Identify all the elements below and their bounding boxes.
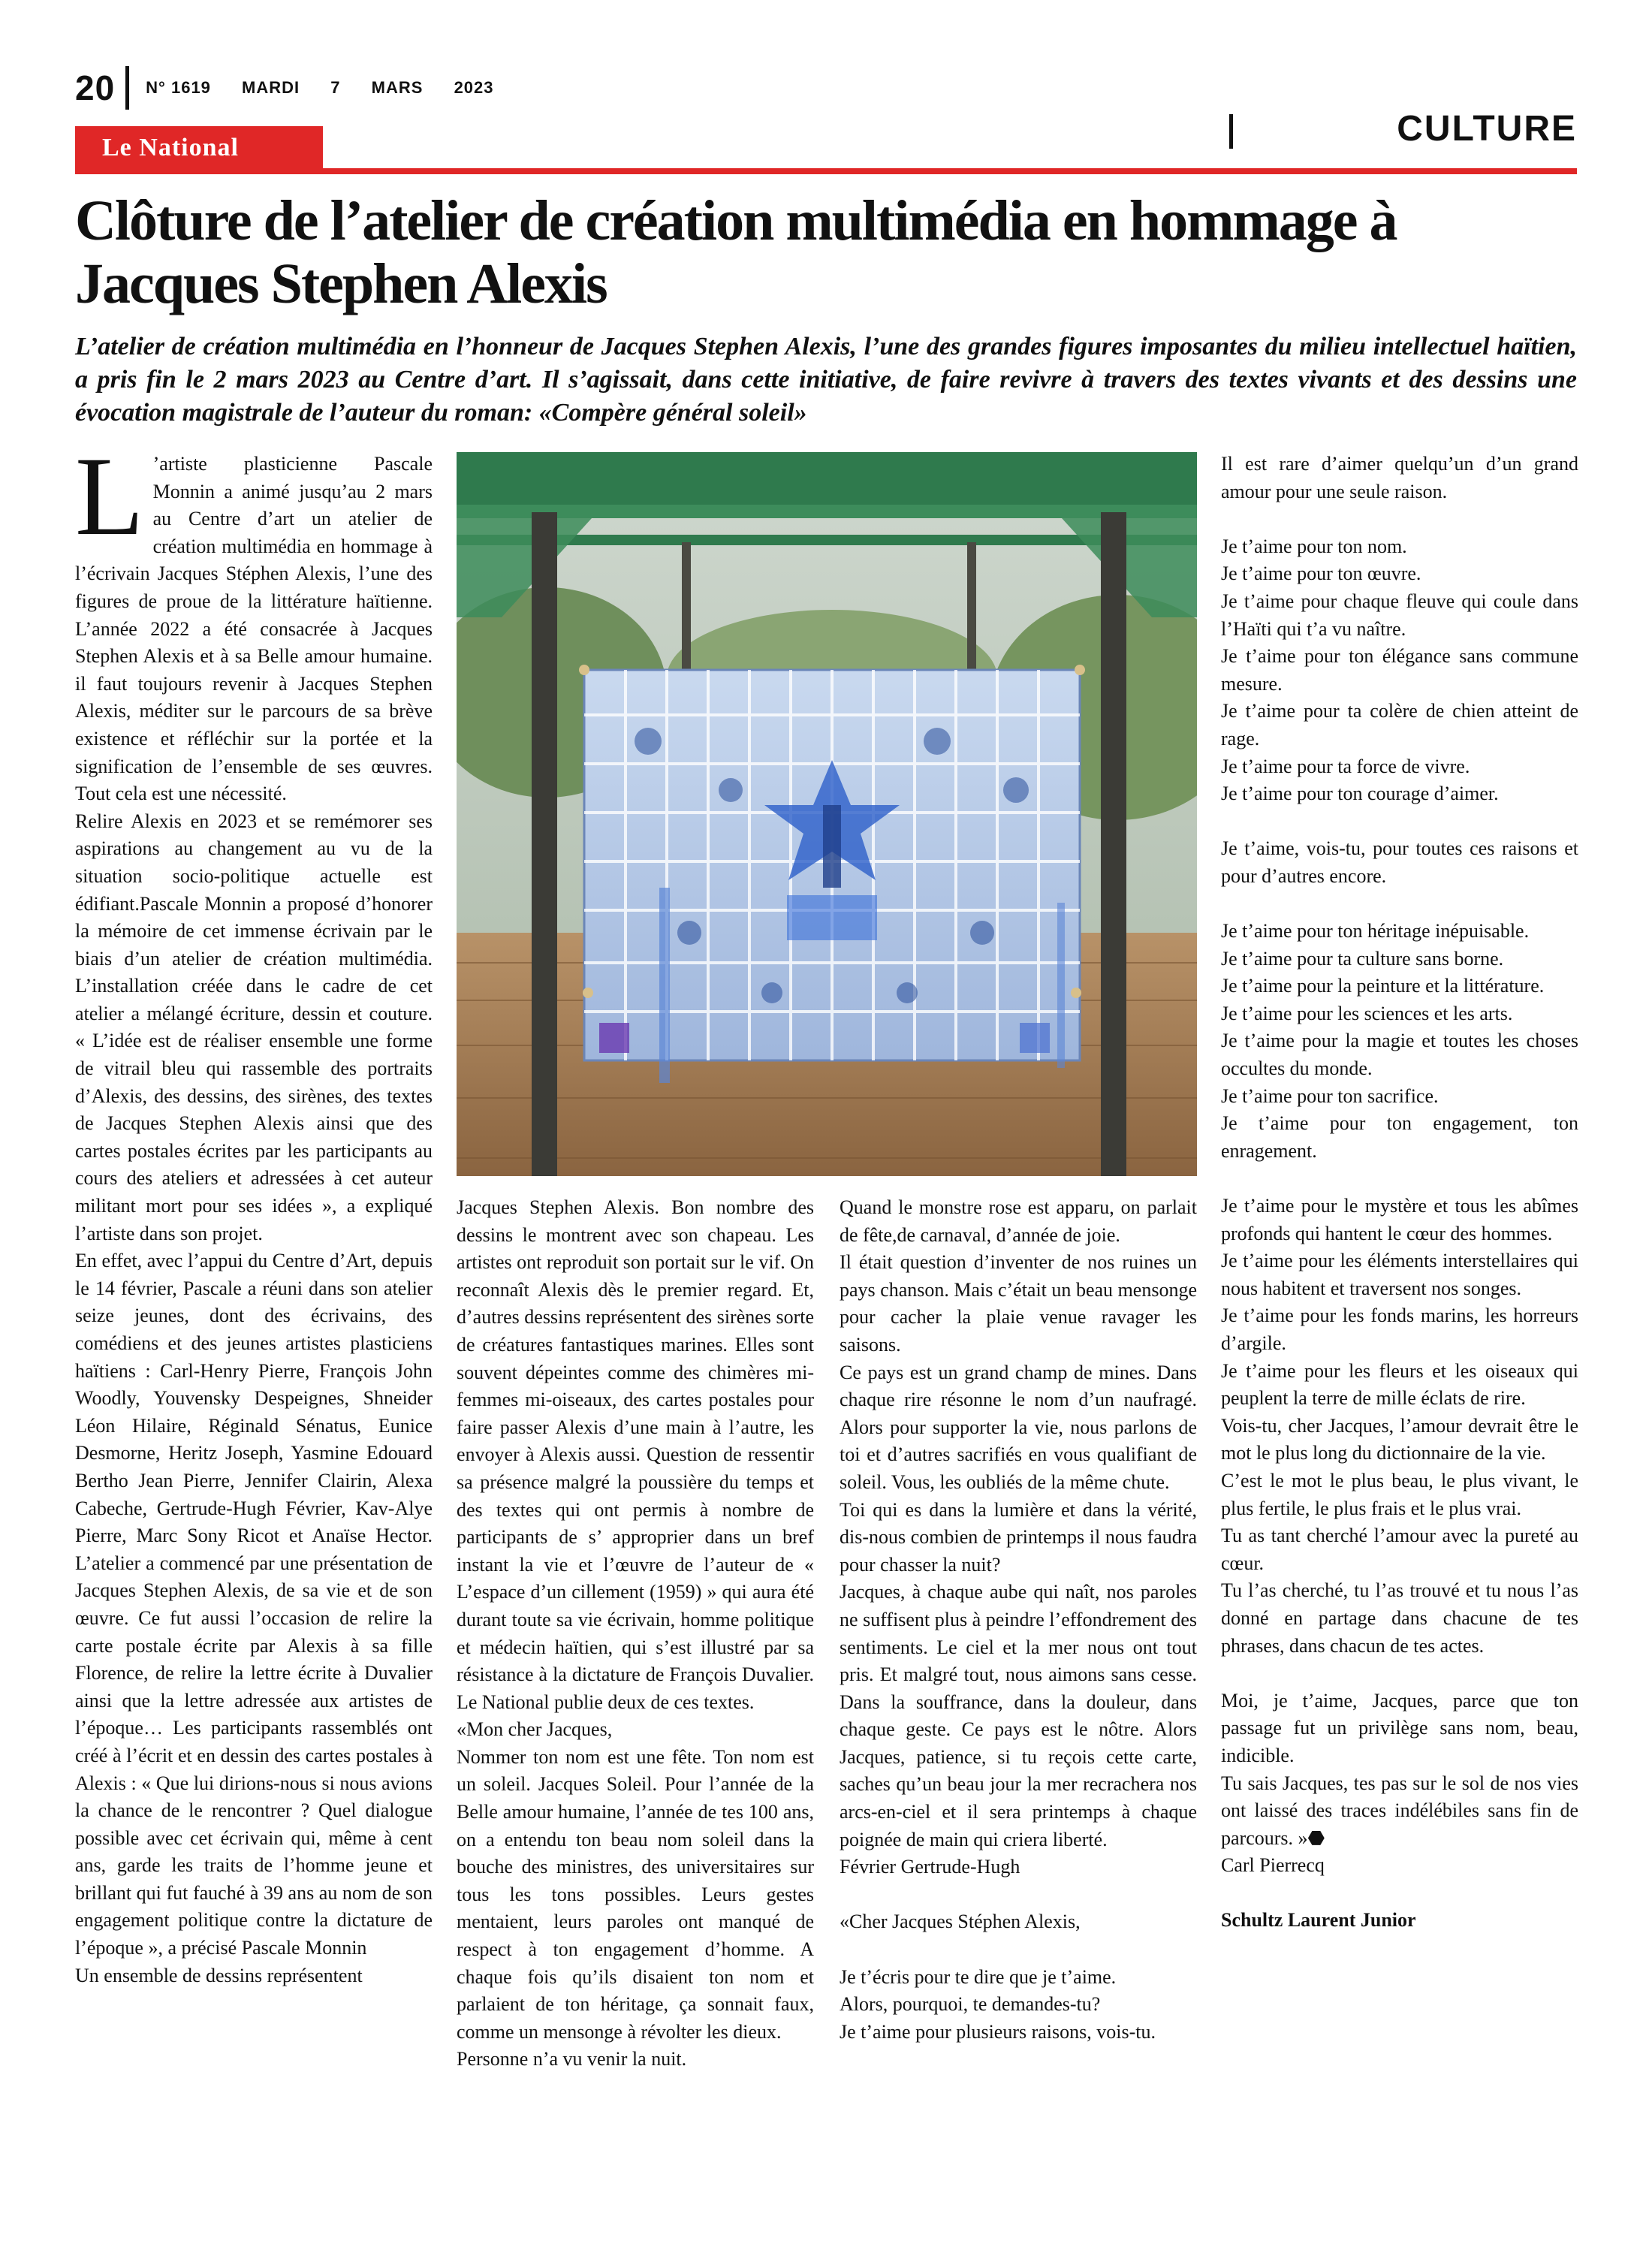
paragraph: Quand le monstre rose est apparu, on parlait de fête,de carnaval, d’année de joie. <box>840 1196 1197 1246</box>
paragraph: Je t’aime pour les sciences et les arts. <box>1221 1002 1513 1024</box>
paragraph: Je t’aime pour ton nom. <box>1221 535 1407 557</box>
paragraph: Tu as tant cherché l’amour avec la pureté au cœur. <box>1221 1525 1578 1574</box>
article-column-4 <box>1221 451 1578 1935</box>
paragraph: Ce pays est un grand champ de mines. Dans chaque rire résonne le nom d’un naufragé. Alors pour supporter la vie, nous parlons de toi et d’autres sacrifiés en vous qualifiant de soleil. Vous, les oubliés de la même chute. <box>840 1361 1197 1493</box>
paragraph: Tu l’as cherché, tu l’as trouvé et tu nous l’as donné en partage dans chacune de tes phrases, dans chacun de tes actes. <box>1221 1579 1578 1657</box>
paragraph: «Cher Jacques Stéphen Alexis, <box>840 1911 1081 1933</box>
header-divider <box>125 66 129 110</box>
paragraph: Je t’aime pour le mystère et tous les abîmes profonds qui hantent le cœur des hommes. <box>1221 1195 1578 1244</box>
paragraph: Je t’aime pour la peinture et la littérature. <box>1221 975 1545 997</box>
spacer <box>1221 891 1578 918</box>
installation-photo <box>457 452 1197 1176</box>
paragraph: Je t’aime pour chaque fleuve qui coule dans l’Haïti qui t’a vu naître. <box>1221 590 1578 640</box>
paragraph: Moi, je t’aime, Jacques, parce que ton passage fut un privilège sans nom, beau, indicible. <box>1221 1689 1578 1766</box>
paragraph: Il était question d’inventer de nos ruines un pays chanson. Mais c’était un beau mensonge pour cacher la plaie venue ravager les saisons. <box>840 1251 1197 1356</box>
paragraph: Je t’aime pour les fleurs et les oiseaux qui peuplent la terre de mille éclats de rire. <box>1221 1359 1578 1410</box>
paragraph: Alors, pourquoi, te demandes-tu? <box>840 1993 1101 2016</box>
paragraph-text: ’artiste plasticienne Pascale Monnin a animé jusqu’au 2 mars au Centre d’art un atelier de création multimédia en hommage à l’écrivain Jacques Stéphen Alexis, l’une des figures de proue de la littérature haïtienne. L’année 2022 a été consacrée à Jacques Stephen Alexis et à sa Belle amour humaine. il faut toujours revenir à Jacques Stephen Alexis, méditer sur le parcours de sa brève existence et réfléchir sur la portée et la signification de l’ensemble de ses œuvres. Tout cela est une nécessité. <box>75 453 433 805</box>
paragraph: Je t’aime pour les éléments interstellaires qui nous habitent et traversent nos songes. <box>1221 1250 1578 1299</box>
article-byline: Schultz Laurent Junior <box>1221 1909 1416 1932</box>
paragraph: Vois-tu, cher Jacques, l’amour devrait être le mot le plus long du dictionnaire de la vie. <box>1221 1414 1578 1464</box>
article-lead: L’atelier de création multimédia en l’honneur de Jacques Stephen Alexis, l’une des grandes figures imposantes du milieu intellectuel haïtien, a pris fin le 2 mars 2023 au Centre d’art. Il s’agissait, dans cette initiative, de faire revivre à travers des textes vivants et des dessins une évocation magistrale de l’auteur du roman: «Compère général soleil» <box>75 333 1577 427</box>
section-label: CULTURE <box>1397 109 1577 149</box>
spacer <box>1221 1165 1578 1193</box>
paragraph: Je t’aime pour ton héritage inépuisable. <box>1221 920 1530 943</box>
section-divider <box>1229 114 1233 149</box>
masthead-logo: Le National <box>102 134 239 161</box>
paragraph: Je t’aime pour ta culture sans borne. <box>1221 947 1504 970</box>
paragraph <box>75 434 433 808</box>
paragraph: Nommer ton nom est une fête. Ton nom est un soleil. Jacques Soleil. Pour l’année de la Belle amour humaine, l’année de tes 100 ans, on a entendu ton beau nom soleil dans la bouche des ministres, des universitaires sur tous les tons possibles. Leurs gestes mentaient, leurs paroles ont manqué de respect à ton engagement d’homme. A chaque fois qu’ils disaient ton nom et parlaient de ton héritage, ça sonnait faux, comme un mensonge à révolter les dieux. <box>457 1745 814 2043</box>
paragraph: Je t’aime pour ton élégance sans commune mesure. <box>1221 645 1578 695</box>
paragraph: Je t’écris pour te dire que je t’aime. <box>840 1965 1117 1988</box>
paragraph: Je t’aime, vois-tu, pour toutes ces raisons et pour d’autres encore. <box>1221 837 1578 887</box>
article-title: Clôture de l’atelier de création multimédia en hommage à Jacques Stephen Alexis <box>75 189 1397 315</box>
author-signature: Carl Pierrecq <box>1221 1854 1325 1877</box>
paragraph: Je t’aime pour ta force de vivre. <box>1221 755 1470 777</box>
spacer <box>1221 1880 1578 1908</box>
article-column-2 <box>457 1194 814 2074</box>
paragraph: Je t’aime pour plusieurs raisons, vois-tu. <box>840 2020 1156 2043</box>
paragraph: Je t’aime pour la magie et toutes les choses occultes du monde. <box>1221 1030 1578 1080</box>
paragraph: Tu sais Jacques, tes pas sur le sol de nos vies ont laissé des traces indélébiles sans fin de parcours. »⬣ <box>1221 1772 1578 1849</box>
article-column-1 <box>75 434 433 1989</box>
page-number: 20 <box>75 68 116 107</box>
paragraph: Je t’aime pour les fonds marins, les horreurs d’argile. <box>1221 1304 1578 1354</box>
paragraph: Jacques Stephen Alexis. Bon nombre des dessins le montrent avec son chapeau. Les artistes ont reproduit son portait sur le vif. On reconnaît Alexis dès le premier regard. Et, d’autres dessins représentent des sirènes sorte de créatures fantastiques marines. Elles sont souvent dépeintes comme des chimères mi-femmes mi-oiseaux, des cartes postales pour faire passer Alexis d’une main à l’autre, les envoyer à Alexis aussi. Question de ressentir sa présence malgré la poussière du temps et des textes qui ont permis à nombre de participants de s’ approprier dans un bref instant la vie et l’œuvre de l’auteur de « L’espace d’un cillement (1959) » qui aura été durant toute sa vie écrivain, homme politique et médecin haïtien, qui s’est illustré par sa résistance à la dictature de François Duvalier. Le National publie deux de ces textes. <box>457 1196 814 1713</box>
paragraph: Je t’aime pour ta colère de chien atteint de rage. <box>1221 700 1578 749</box>
paragraph: Un ensemble de dessins représentent <box>75 1964 363 1986</box>
issue-info <box>146 78 519 98</box>
author-signature: Février Gertrude-Hugh <box>840 1856 1020 1878</box>
spacer <box>840 1881 1197 1909</box>
page-header <box>75 66 520 110</box>
issue-year: 2023 <box>454 78 494 97</box>
issue-number: N° 1619 <box>146 78 211 97</box>
paragraph: Il est rare d’aimer quelqu’un d’un grand amour pour une seule raison. <box>1221 453 1578 502</box>
issue-day: MARDI <box>242 78 300 97</box>
spacer <box>840 1936 1197 1964</box>
drop-cap: L <box>75 434 144 559</box>
issue-date: 7 <box>330 78 341 97</box>
paragraph: Je t’aime pour ton engagement, ton enragement. <box>1221 1112 1578 1162</box>
paragraph: Personne n’a vu venir la nuit. <box>457 2048 687 2071</box>
paragraph: Je t’aime pour ton sacrifice. <box>1221 1084 1439 1107</box>
paragraph: «Mon cher Jacques, <box>457 1718 613 1741</box>
article-column-3 <box>840 1194 1197 2046</box>
paragraph: Relire Alexis en 2023 et se remémorer ses aspirations au changement au vu de la situation socio-politique actuelle est édifiant.Pascale Monnin a proposé d’honorer la mémoire de cet immense écrivain par le biais d’un atelier de création multimédia. L’installation créée dans le cadre de cet atelier a mélangé écriture, dessin et couture. « L’idée est de réaliser ensemble une forme de vitrail bleu qui rassemble des portraits d’Alexis, des dessins, des sirènes, des textes de Jacques Stephen Alexis ainsi que des cartes postales écrites par les participants au cours des ateliers et adressées à cet auteur militant mort pour ses idées », a expliqué l’artiste dans son projet. <box>75 810 433 1244</box>
issue-month: MARS <box>371 78 424 97</box>
paragraph: Toi qui es dans la lumière et dans la vérité, dis-nous combien de printemps il nous faudra pour chasser la nuit? <box>840 1498 1197 1576</box>
paragraph: C’est le mot le plus beau, le plus vivant, le plus fertile, le plus frais et le plus vrai. <box>1221 1469 1578 1519</box>
paragraph: En effet, avec l’appui du Centre d’Art, depuis le 14 février, Pascale a réuni dans son atelier seize jeunes, dont des écrivains, des comédiens et des jeunes artistes plasticiens haïtiens : Carl-Henry Pierre, François John Woodly, Youvensky Despeignes, Shneider Léon Hilaire, Réginald Sénatus, Eunice Desmorne, Heritz Joseph, Yasmine Edouard Bertho Jean Pierre, Jennifer Clairin, Alexa Cabeche, Gertrude-Hugh Février, Kav-Alye Pierre, Marc Sony Ricot et Anaïse Hector. L’atelier a commencé par une présentation de Jacques Stephen Alexis, de sa vie et de son œuvre. Ce fut aussi l’occasion de relire la carte postale écrite par Alexis à sa fille Florence, de relire la lettre écrite à Duvalier ainsi que la lettre adressée aux artistes de l’époque… Les participants rassemblés ont créé à l’écrit et en dessin des cartes postales à Alexis : « Que lui dirions-nous si nous avions la chance de le rencontrer ? Quel dialogue possible avec cet écrivain qui, même à cent ans, garde les traits de l’homme jeune et brillant qui fut fauché à 39 ans au nom de son engagement politique contre la dictature de l’époque », a précisé Pascale Monnin <box>75 1250 433 1959</box>
spacer <box>1221 808 1578 836</box>
header-rule <box>75 168 1577 174</box>
spacer <box>1221 505 1578 533</box>
paragraph: Je t’aime pour ton œuvre. <box>1221 562 1421 585</box>
spacer <box>1221 1660 1578 1687</box>
paragraph: Jacques, à chaque aube qui naît, nos paroles ne suffisent plus à peindre l’effondrement des sentiments. Le ciel et la mer nous ont tout pris. Et malgré tout, nous aimons sans cesse. Dans la souffrance, dans la douleur, dans chaque geste. Ce pays est le nôtre. Alors Jacques, patience, si tu reçois cette carte, saches qu’un beau jour la mer recrachera nos arcs-en-ciel et il sera printemps à chaque poignée de main qui criera liberté. <box>840 1581 1197 1850</box>
paragraph: Je t’aime pour ton courage d’aimer. <box>1221 783 1499 805</box>
